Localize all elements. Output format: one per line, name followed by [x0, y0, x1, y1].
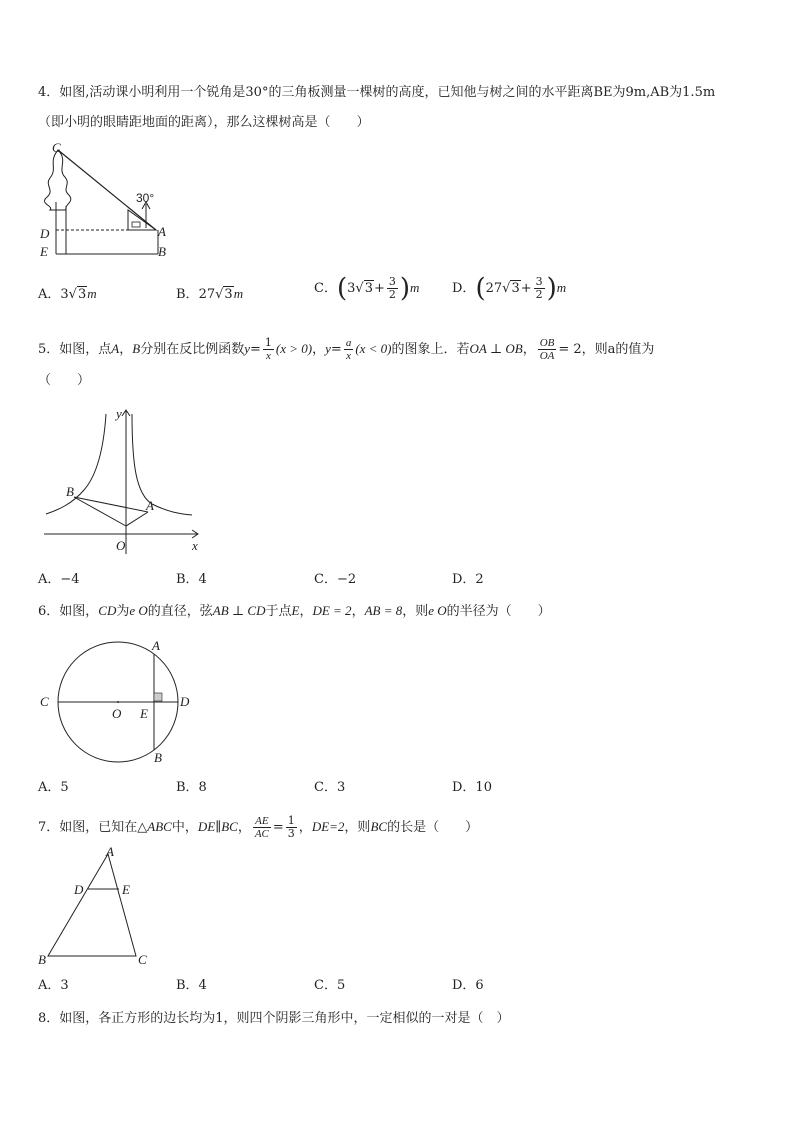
q4-sight-line [58, 150, 156, 230]
q4-label-B: B [158, 244, 166, 259]
q4-option-d: D．(27√3+ $\frac{3}{2}$ )m [452, 273, 567, 304]
q7-label-D: D [74, 882, 84, 897]
q5-text-line2: （ ） [38, 373, 91, 388]
q7-label-B: B [38, 952, 46, 967]
q5-option-b: B．4 [176, 572, 207, 587]
q5-option-a: A．−4 [38, 572, 80, 587]
q4-label-C: C [52, 140, 61, 155]
q5-text-line1: 5．如图，点A，B分别在反比例函数y= $\frac{1}{x}$ (x > 0)，y= $\frac{a}{x}$ (x < 0)的图象上．若OA ⊥ OB， $\frac{OB}{OA}$ = 2，则a的值为 [38, 336, 655, 362]
q7-label-C: C [138, 952, 147, 967]
q5-label-A: A [146, 498, 154, 513]
q4-option-c: C．(3√3+ $\frac{3}{2}$ )m [314, 273, 420, 304]
q4-label-E: E [40, 244, 48, 259]
q6-option-d: D．10 [452, 780, 492, 795]
q7-triangle-abc [48, 854, 136, 956]
q6-label-B: B [154, 750, 162, 765]
q8-text: 8．如图，各正方形的边长均为1，则四个阴影三角形中，一定相似的一对是（ ） [38, 1011, 510, 1026]
q7-label-E: E [122, 882, 130, 897]
q6-label-D: D [180, 694, 190, 709]
q7-option-d: D．6 [452, 978, 484, 993]
q6-option-a: A．5 [38, 780, 69, 795]
q6-label-O: O [112, 706, 122, 721]
q4-option-a: A．3√3m [38, 286, 97, 302]
q6-label-A: A [152, 638, 160, 653]
q6-option-b: B．8 [176, 780, 207, 795]
q5-label-B: B [66, 484, 74, 499]
q4-option-b: B．27√3m [176, 286, 244, 302]
q6-circle-figure [36, 636, 206, 766]
q5-graph-figure [40, 404, 208, 559]
q5-option-c: C．−2 [314, 572, 357, 587]
q7-option-a: A．3 [38, 978, 69, 993]
q5-curve-right [132, 414, 192, 515]
q6-label-C: C [40, 694, 49, 709]
q7-option-c: C．5 [314, 978, 346, 993]
q5-label-x: x [192, 538, 198, 553]
q5-curve-left [46, 414, 106, 514]
q6-text: 6．如图，CD为e O的直径，弦AB ⊥ CD于点E，DE = 2，AB = 8，则e O的半径为（ ） [38, 603, 551, 619]
q4-tree-figure [36, 140, 176, 262]
q7-label-A: A [106, 844, 114, 859]
q4-text-line1: 4．如图,活动课小明利用一个锐角是30°的三角板测量一棵树的高度，已知他与树之间的水平距离BE为9m,AB为1.5m [38, 85, 716, 100]
q4-label-A: A [158, 224, 166, 239]
q5-label-y: y [116, 406, 122, 421]
q7-option-b: B．4 [176, 978, 207, 993]
q4-label-D: D [40, 226, 50, 241]
q5-option-d: D．2 [452, 572, 484, 587]
q4-text-line2: （即小明的眼睛距地面的距离），那么这棵树高是（ ） [38, 115, 370, 130]
q7-triangle-figure [36, 844, 166, 970]
q6-label-E: E [140, 706, 148, 721]
q5-label-O: O [116, 538, 126, 553]
q4-tree [44, 150, 70, 210]
q4-label-angle: 30° [136, 191, 155, 205]
q6-option-c: C．3 [314, 780, 346, 795]
q7-text: 7．如图，已知在△ABC中，DE∥BC， $\frac{AE}{AC}$ = $\frac{1}{3}$ ，DE=2，则BC的长是（ ） [38, 814, 479, 840]
